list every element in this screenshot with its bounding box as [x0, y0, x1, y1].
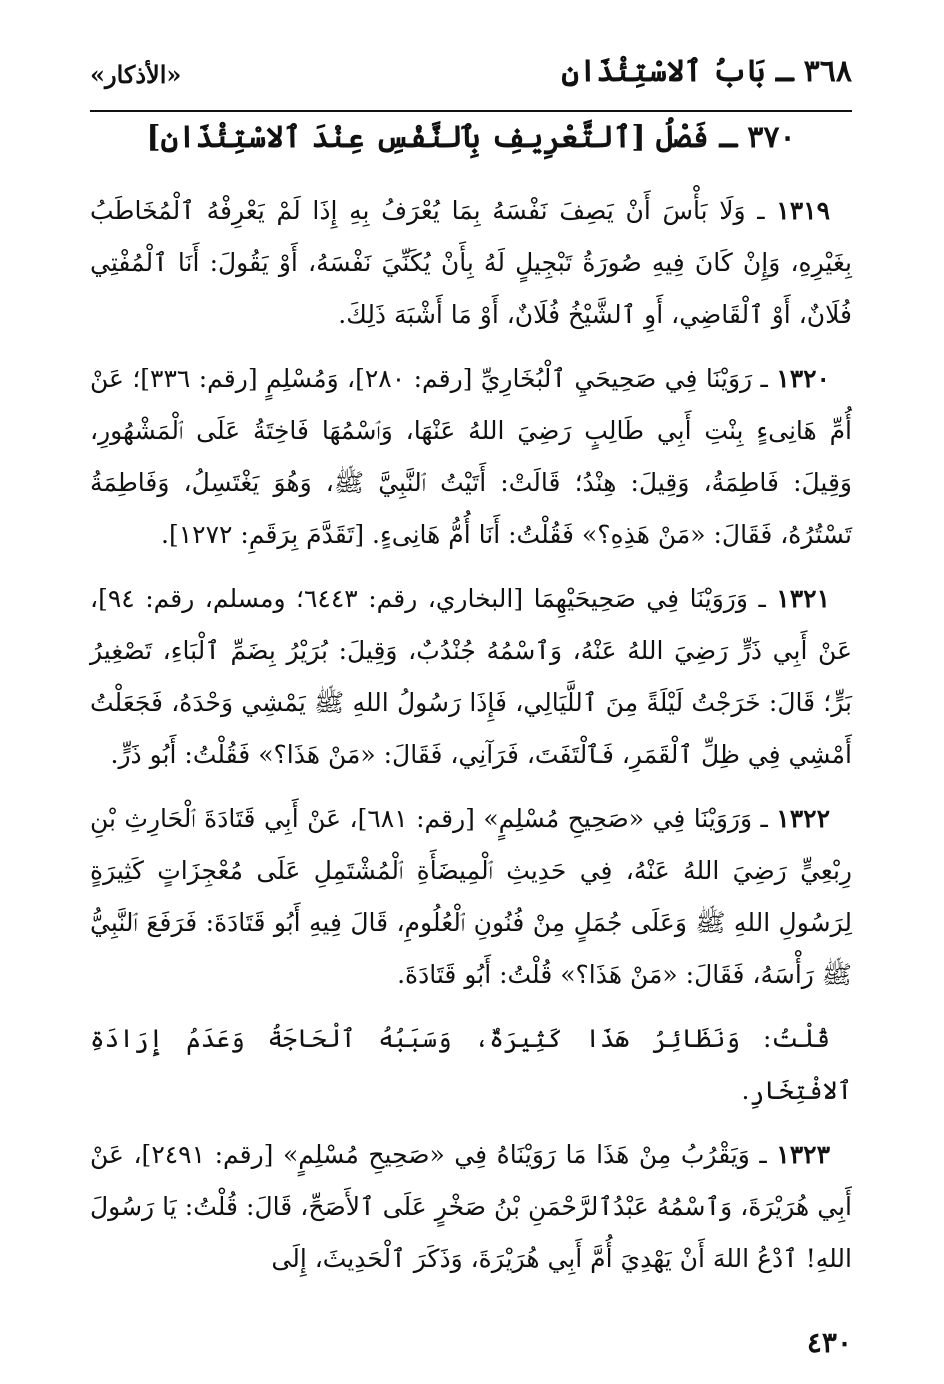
paragraph-text: ـ وَرَوَيْنَا فِي «صَحِيحِ مُسْلِمٍ» [رقم: ٦٨١]، عَنْ أَبِي قَتَادَةَ ٱلْحَارِثِ بْنِ رِبْعِيٍّ رَضِيَ اللهُ عَنْهُ، فِي حَدِيثِ ٱلْمِيضَأَةِ ٱلْمُشْتَمِلِ عَلَى مُعْجِزَاتٍ كَثِيرَةٍ لِرَسُولِ اللهِ ﷺ وَعَلَى جُمَلٍ مِنْ فُنُونِ ٱلْعُلُومِ، قَالَ فِيهِ أَبُو قَتَادَةَ: فَرَفَعَ ٱلنَّبِيُّ ﷺ رَأْسَهُ، فَقَالَ: «مَنْ هَذَا؟» قُلْتُ: أَبُو قَتَادَةَ.	[90, 804, 852, 989]
paragraph-number: ١٣١٩	[776, 196, 830, 225]
paragraph-number: ١٣٢٢	[776, 804, 830, 833]
paragraph-text: ـ وَلَا بَأْسَ أَنْ يَصِفَ نَفْسَهُ بِمَا يُعْرَفُ بِهِ إِذَا لَمْ يَعْرِفْهُ ٱلْمُخَاطَبُ بِغَيْرِهِ، وَإِنْ كَانَ فِيهِ صُورَةُ تَبْجِيلٍ لَهُ بِأَنْ يُكَنِّيَ نَفْسَهُ، أَوْ يَقُولَ: أَنَا ٱلْمُفْتِي فُلَانٌ، أَوْ ٱلْقَاضِي، أَوِ ٱلشَّيْخُ فُلَانٌ، أَوْ مَا أَشْبَهَ ذَلِكَ.	[90, 196, 852, 329]
paragraph-remark	[90, 1013, 852, 1117]
paragraph-1322	[90, 793, 852, 1001]
running-header	[90, 50, 852, 112]
paragraph-text: ـ وَرَوَيْنَا فِي صَحِيحَيْهِمَا [البخاري، رقم: ٦٤٤٣؛ ومسلم، رقم: ٩٤]، عَنْ أَبِي ذَرٍّ رَضِيَ اللهُ عَنْهُ، وَٱسْمُهُ جُنْدُبٌ، وَقِيلَ: بُرَيْرُ بِضَمِّ ٱلْبَاءِ، تَصْغِيرُ بَرٍّ؛ قَالَ: خَرَجْتُ لَيْلَةً مِنَ ٱللَّيَالِي، فَإِذَا رَسُولُ اللهِ ﷺ يَمْشِي وَحْدَهُ، فَجَعَلْتُ أَمْشِي فِي ظِلِّ ٱلْقَمَرِ، فَٱلْتَفَتَ، فَرَآنِي، فَقَالَ: «مَنْ هَذَا؟» فَقُلْتُ: أَبُو ذَرٍّ.	[90, 584, 852, 769]
paragraph-text: ـ رَوَيْنَا فِي صَحِيحَيِ ٱلْبُخَارِيِّ [رقم: ٢٨٠]، وَمُسْلِمٍ [رقم: ٣٣٦]؛ عَنْ أُمِّ هَانِىءٍ بِنْتِ أَبِي طَالِبٍ رَضِيَ اللهُ عَنْهَا، وَٱسْمُهَا فَاخِتَةُ عَلَى ٱلْمَشْهُورِ، وَقِيلَ: فَاطِمَةُ، وَقِيلَ: هِنْدُ؛ قَالَتْ: أَتَيْتُ ٱلنَّبِيَّ ﷺ، وَهُوَ يَغْتَسِلُ، وَفَاطِمَةُ تَسْتُرُهُ، فَقَالَ: «مَنْ هَذِهِ؟» فَقُلْتُ: أَنَا أُمُّ هَانِىءٍ. [تَقَدَّمَ بِرَقَمِ: ١٢٧٢].	[90, 364, 852, 549]
chapter-heading: ٣٦٨ ـ بَابُ ٱلاسْتِئْذَانِ	[561, 54, 852, 89]
body-text	[90, 185, 852, 1297]
paragraph-1320	[90, 353, 852, 561]
paragraph-1319	[90, 185, 852, 341]
paragraph-1321	[90, 573, 852, 781]
section-title: ٣٧٠ ـ فَصْلُ [ٱلتَّعْرِيفِ بِٱلنَّفْسِ عِنْدَ ٱلاسْتِئْذَانِ]	[146, 120, 796, 155]
paragraph-text: ـ وَيَقْرُبُ مِنْ هَذَا مَا رَوَيْنَاهُ فِي «صَحِيحِ مُسْلِمٍ» [رقم: ٢٤٩١]، عَنْ أَبِي هُرَيْرَةَ، وَٱسْمُهُ عَبْدُٱلرَّحْمَنِ بْنُ صَخْرٍ عَلَى ٱلأَصَحِّ، قَالَ: قُلْتُ: يَا رَسُولَ اللهِ! ٱدْعُ اللهَ أَنْ يَهْدِيَ أُمَّ أَبِي هُرَيْرَةَ، وَذَكَرَ ٱلْحَدِيثَ، إِلَى	[90, 1140, 852, 1273]
paragraph-number: ١٣٢٠	[776, 364, 830, 393]
paragraph-1323	[90, 1129, 852, 1285]
paragraph-text: قُلْتُ: وَنَظَائِرُ هَذَا كَثِيرَةٌ، وَسَبَبُهُ ٱلْحَاجَةُ وَعَدَمُ إِرَادَةِ ٱلافْتِخَارِ.	[90, 1024, 852, 1105]
paragraph-number: ١٣٢٣	[776, 1140, 831, 1169]
book-title: «الأذكار»	[90, 60, 182, 89]
paragraph-number: ١٣٢١	[776, 584, 830, 613]
page-number: ٤٣٠	[806, 1326, 852, 1359]
